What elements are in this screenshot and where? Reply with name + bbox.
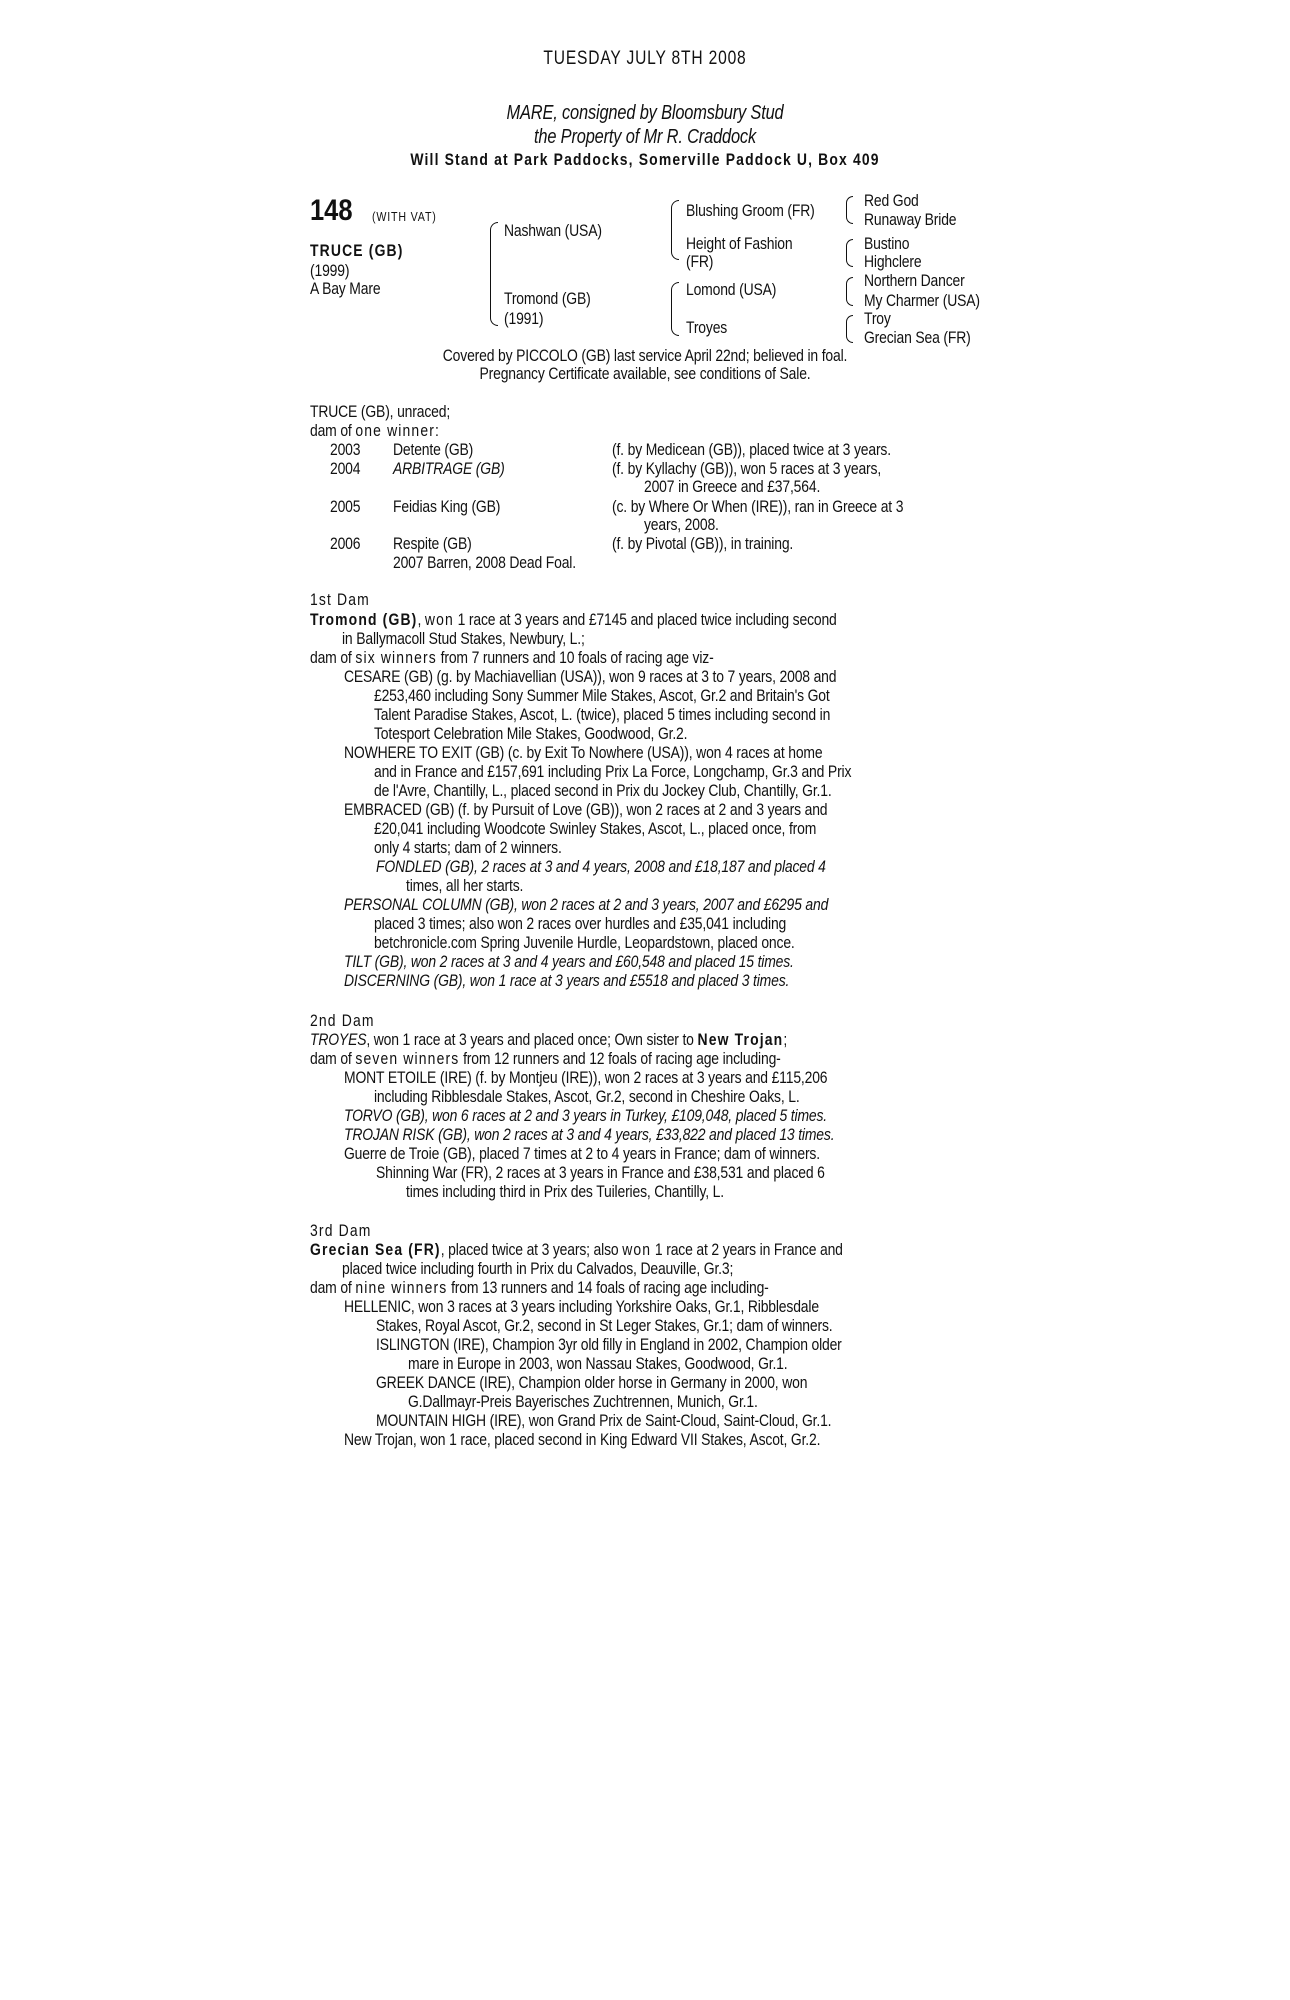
- first-dam-line-cont: in Ballymacoll Stud Stakes, Newbury, L.;: [342, 629, 585, 648]
- produce-desc: (f. by Kyllachy (GB)), won 5 races at 3 years,: [612, 459, 882, 478]
- horse-name: TRUCE (GB): [310, 241, 404, 260]
- property-line: the Property of Mr R. Craddock: [533, 126, 757, 148]
- produce-year: 2003: [330, 440, 361, 459]
- horse-description: A Bay Mare: [310, 279, 381, 298]
- pedigree-dam-dam: Troyes: [686, 318, 728, 337]
- produce-record: EMBRACED (GB) (f. by Pursuit of Love (GB)), won 2 races at 2 and 3 years and: [344, 800, 828, 819]
- produce-record: TORVO (GB), won 6 races at 2 and 3 years in Turkey, £109,048, placed 5 times.: [344, 1106, 828, 1125]
- pedigree-ddd: Grecian Sea (FR): [864, 328, 971, 347]
- produce-record-cont: £20,041 including Woodcote Swinley Stakes, Ascot, L., placed once, from: [374, 819, 817, 838]
- pedigree-brace: [490, 222, 498, 326]
- pedigree-dds: Troy: [864, 309, 891, 328]
- lot-number: 148: [310, 194, 353, 227]
- produce-record: MONT ETOILE (IRE) (f. by Montjeu (IRE)), won 2 races at 3 years and £115,206: [344, 1068, 828, 1087]
- pedigree-brace: [846, 277, 853, 306]
- third-dam-heading: 3rd Dam: [310, 1221, 372, 1240]
- third-dam-line-cont: placed twice including fourth in Prix du Calvados, Deauville, Gr.3;: [342, 1259, 734, 1278]
- pregnancy-line: Pregnancy Certificate available, see conditions of Sale.: [479, 364, 811, 383]
- pedigree-sire-sire: Blushing Groom (FR): [686, 201, 815, 220]
- pedigree-sds: Bustino: [864, 234, 910, 253]
- produce-record: TROJAN RISK (GB), won 2 races at 3 and 4 years, £33,822 and placed 13 times.: [344, 1125, 835, 1144]
- pedigree-brace: [846, 196, 853, 224]
- third-dam-produce-summary: dam of nine winners from 13 runners and 14 foals of racing age including-: [310, 1278, 769, 1297]
- pedigree-brace: [671, 200, 679, 260]
- produce-year: 2004: [330, 459, 361, 478]
- produce-record: MOUNTAIN HIGH (IRE), won Grand Prix de Saint-Cloud, Saint-Cloud, Gr.1.: [376, 1411, 832, 1430]
- second-dam-heading: 2nd Dam: [310, 1011, 375, 1030]
- produce-record: New Trojan, won 1 race, placed second in King Edward VII Stakes, Ascot, Gr.2.: [344, 1430, 821, 1449]
- sale-date: TUESDAY JULY 8TH 2008: [543, 48, 747, 69]
- pedigree-dss: Northern Dancer: [864, 271, 965, 290]
- pedigree-brace: [846, 239, 853, 267]
- produce-record-cont: Totesport Celebration Mile Stakes, Goodwood, Gr.2.: [374, 724, 688, 743]
- produce-desc-cont: 2007 in Greece and £37,564.: [644, 477, 821, 496]
- produce-record: NOWHERE TO EXIT (GB) (c. by Exit To Nowhere (USA)), won 4 races at home: [344, 743, 823, 762]
- produce-name: Respite (GB): [393, 534, 472, 553]
- produce-desc: (f. by Medicean (GB)), placed twice at 3 years.: [612, 440, 891, 459]
- produce-record-cont: Stakes, Royal Ascot, Gr.2, second in St Leger Stakes, Gr.1; dam of winners.: [376, 1316, 833, 1335]
- produce-record: Shinning War (FR), 2 races at 3 years in France and £38,531 and placed 6: [376, 1163, 825, 1182]
- produce-dam-of: dam of one winner:: [310, 421, 441, 440]
- produce-record: DISCERNING (GB), won 1 race at 3 years and £5518 and placed 3 times.: [344, 971, 790, 990]
- produce-record-cont: placed 3 times; also won 2 races over hurdles and £35,041 including: [374, 914, 787, 933]
- covered-line: Covered by PICCOLO (GB) last service April 22nd; believed in foal.: [442, 346, 848, 365]
- pedigree-dam: Tromond (GB): [504, 289, 591, 308]
- produce-record: TILT (GB), won 2 races at 3 and 4 years and £60,548 and placed 15 times.: [344, 952, 794, 971]
- produce-name: Feidias King (GB): [393, 497, 501, 516]
- produce-record-cont: Talent Paradise Stakes, Ascot, L. (twice), placed 5 times including second in: [374, 705, 831, 724]
- vat-label: (WITH VAT): [372, 209, 437, 224]
- produce-record-cont: times, all her starts.: [406, 876, 524, 895]
- stand-line: Will Stand at Park Paddocks, Somerville Paddock U, Box 409: [410, 150, 880, 169]
- produce-record-cont: including Ribblesdale Stakes, Ascot, Gr.2, second in Cheshire Oaks, L.: [374, 1087, 800, 1106]
- produce-name: Detente (GB): [393, 440, 474, 459]
- horse-year: (1999): [310, 261, 350, 280]
- first-dam-line: Tromond (GB), won 1 race at 3 years and £7145 and placed twice including second: [310, 610, 837, 629]
- pedigree-sire: Nashwan (USA): [504, 221, 602, 240]
- produce-desc: (c. by Where Or When (IRE)), ran in Greece at 3: [612, 497, 904, 516]
- pedigree-sire-dam: Height of Fashion: [686, 234, 793, 253]
- produce-year: 2006: [330, 534, 361, 553]
- pedigree-dsd: My Charmer (USA): [864, 291, 980, 310]
- pedigree-sss: Red God: [864, 191, 919, 210]
- pedigree-sdd: Highclere: [864, 252, 922, 271]
- second-dam-line: TROYES, won 1 race at 3 years and placed once; Own sister to New Trojan;: [310, 1030, 788, 1049]
- pedigree-sire-dam-country: (FR): [686, 252, 714, 271]
- produce-record-cont: and in France and £157,691 including Prix La Force, Longchamp, Gr.3 and Prix: [374, 762, 852, 781]
- second-dam-produce-summary: dam of seven winners from 12 runners and 12 foals of racing age including-: [310, 1049, 781, 1068]
- produce-record-cont: betchronicle.com Spring Juvenile Hurdle, Leopardstown, placed once.: [374, 933, 795, 952]
- produce-year: 2005: [330, 497, 361, 516]
- pedigree-ssd: Runaway Bride: [864, 210, 957, 229]
- produce-record-cont: mare in Europe in 2003, won Nassau Stakes, Goodwood, Gr.1.: [408, 1354, 788, 1373]
- produce-desc-cont: years, 2008.: [644, 515, 719, 534]
- produce-name: ARBITRAGE (GB): [393, 459, 505, 478]
- first-dam-heading: 1st Dam: [310, 590, 370, 609]
- consignor-line: MARE, consigned by Bloomsbury Stud: [506, 102, 784, 124]
- pedigree-dam-year: (1991): [504, 309, 544, 328]
- produce-barren: 2007 Barren, 2008 Dead Foal.: [393, 553, 576, 572]
- produce-record: ISLINGTON (IRE), Champion 3yr old filly in England in 2002, Champion older: [376, 1335, 842, 1354]
- pedigree-brace: [846, 315, 853, 343]
- produce-record-cont: £253,460 including Sony Summer Mile Stakes, Ascot, Gr.2 and Britain's Got: [374, 686, 830, 705]
- produce-record: HELLENIC, won 3 races at 3 years including Yorkshire Oaks, Gr.1, Ribblesdale: [344, 1297, 819, 1316]
- first-dam-produce-summary: dam of six winners from 7 runners and 10 foals of racing age viz-: [310, 648, 714, 667]
- pedigree-brace: [671, 282, 679, 336]
- pedigree-dam-sire: Lomond (USA): [686, 280, 777, 299]
- produce-record: GREEK DANCE (IRE), Champion older horse in Germany in 2000, won: [376, 1373, 808, 1392]
- produce-intro: TRUCE (GB), unraced;: [310, 402, 451, 421]
- produce-record-cont: only 4 starts; dam of 2 winners.: [374, 838, 562, 857]
- produce-record: PERSONAL COLUMN (GB), won 2 races at 2 and 3 years, 2007 and £6295 and: [344, 895, 829, 914]
- produce-record-cont: G.Dallmayr-Preis Bayerisches Zuchtrennen, Munich, Gr.1.: [408, 1392, 758, 1411]
- produce-record-cont: times including third in Prix des Tuileries, Chantilly, L.: [406, 1182, 724, 1201]
- produce-record: FONDLED (GB), 2 races at 3 and 4 years, 2008 and £18,187 and placed 4: [376, 857, 826, 876]
- produce-record-cont: de l'Avre, Chantilly, L., placed second in Prix du Jockey Club, Chantilly, Gr.1.: [374, 781, 832, 800]
- third-dam-line: Grecian Sea (FR), placed twice at 3 years; also won 1 race at 2 years in France and: [310, 1240, 843, 1259]
- produce-record: Guerre de Troie (GB), placed 7 times at 2 to 4 years in France; dam of winners.: [344, 1144, 820, 1163]
- produce-record: CESARE (GB) (g. by Machiavellian (USA)), won 9 races at 3 to 7 years, 2008 and: [344, 667, 837, 686]
- produce-desc: (f. by Pivotal (GB)), in training.: [612, 534, 794, 553]
